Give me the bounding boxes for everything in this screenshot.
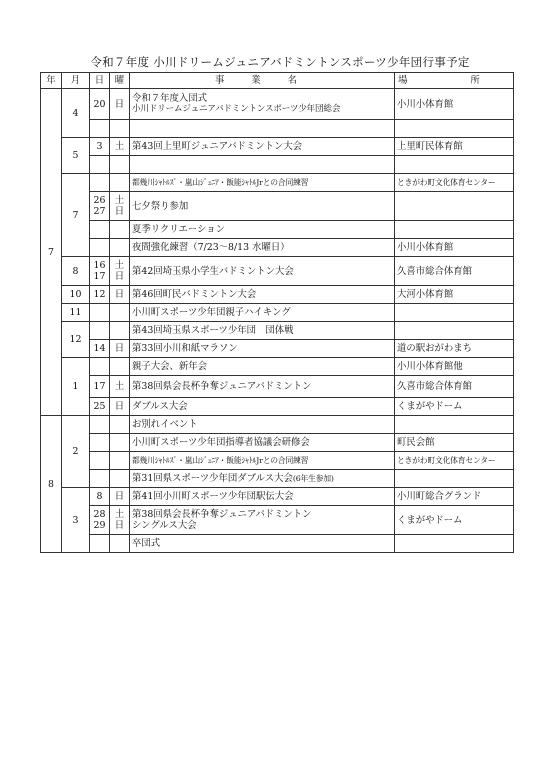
table-row	[41, 322, 514, 340]
event-cell	[130, 506, 395, 535]
day-cell	[90, 192, 110, 221]
event-cell: 第38回県会長杯争奪ジュニアバドミントン	[130, 376, 395, 398]
place-cell: くまがやドーム	[395, 398, 514, 416]
day-cell	[90, 434, 110, 452]
table-row	[41, 156, 514, 174]
header-day: 日	[90, 73, 110, 89]
weekday-cell	[110, 434, 130, 452]
day-value: 17	[93, 271, 106, 282]
month-cell: 5	[62, 138, 90, 174]
event-cell: 夏季リクリエーション	[130, 221, 395, 239]
header-row	[41, 73, 514, 89]
event-note: (6年生参加)	[292, 474, 334, 483]
place-cell: 町民会館	[395, 434, 514, 452]
place-cell: 小川小体育館	[395, 89, 514, 120]
event-cell: 小川町スポーツ少年団親子ハイキング	[130, 304, 395, 322]
day-cell	[90, 535, 110, 553]
table-row	[41, 138, 514, 156]
day-value: 27	[93, 206, 106, 217]
day-cell	[90, 506, 110, 535]
weekday-cell	[110, 535, 130, 553]
weekday-cell	[110, 174, 130, 192]
month-cell: 12	[62, 322, 90, 358]
header-weekday: 曜	[110, 73, 130, 89]
event-cell: 第43回上里町ジュニアバドミントン大会	[130, 138, 395, 156]
event-line: 第38回県会長杯争奪ジュニアバドミントン	[132, 509, 312, 520]
event-line: 令和７年度入団式	[132, 93, 208, 104]
weekday-cell: 日	[110, 488, 130, 506]
header-year: 年	[41, 73, 62, 89]
place-cell	[395, 156, 514, 174]
place-cell: 久喜市総合体育館	[395, 376, 514, 398]
place-cell: 大河小体育館	[395, 286, 514, 304]
event-cell: 夜間強化練習（7/23～8/13 水曜日）	[130, 239, 395, 257]
month-cell: 1	[62, 358, 90, 416]
weekday-cell	[110, 416, 130, 434]
place-cell: 小川小体育館	[395, 239, 514, 257]
weekday-cell	[110, 156, 130, 174]
day-cell	[90, 452, 110, 470]
place-cell	[395, 221, 514, 239]
day-cell	[90, 470, 110, 488]
table-row	[41, 470, 514, 488]
event-cell: 第46回町民バドミントン大会	[130, 286, 395, 304]
day-cell	[90, 257, 110, 286]
header-event: 事 業 名	[130, 73, 395, 89]
table-row	[41, 506, 514, 535]
day-cell	[90, 174, 110, 192]
place-cell: くまがやドーム	[395, 506, 514, 535]
table-row	[41, 340, 514, 358]
table-row	[41, 398, 514, 416]
day-cell	[90, 358, 110, 376]
weekday-cell	[110, 452, 130, 470]
weekday-cell	[110, 120, 130, 138]
table-row	[41, 376, 514, 398]
place-cell: 小川町総合グランド	[395, 488, 514, 506]
weekday-cell	[110, 239, 130, 257]
event-cell: 第41回小川町スポーツ少年団駅伝大会	[130, 488, 395, 506]
place-cell	[395, 120, 514, 138]
event-cell: 親子大会、新年会	[130, 358, 395, 376]
table-row	[41, 286, 514, 304]
place-cell	[395, 535, 514, 553]
day-cell: 25	[90, 398, 110, 416]
weekday-cell	[110, 192, 130, 221]
event-cell	[130, 89, 395, 120]
weekday-value: 土	[114, 260, 125, 271]
day-cell: 14	[90, 340, 110, 358]
place-cell: ときがわ町文化体育センター	[395, 174, 514, 192]
day-cell: 20	[90, 89, 110, 120]
table-row	[41, 221, 514, 239]
day-value: 16	[93, 260, 106, 271]
month-cell: 8	[62, 257, 90, 286]
weekday-cell	[110, 257, 130, 286]
header-month: 月	[62, 73, 90, 89]
table-row	[41, 120, 514, 138]
table-row	[41, 174, 514, 192]
weekday-value: 日	[114, 206, 125, 217]
year-cell: 7	[41, 89, 62, 416]
event-cell: 都幾川ｼｬﾄﾙｽﾞ・嵐山ｼﾞｭﾆｱ・飯能ｼｬﾄﾙJrとの合同練習	[130, 452, 395, 470]
weekday-cell: 日	[110, 89, 130, 120]
place-cell: 小川小体育館他	[395, 358, 514, 376]
place-cell: 上里町民体育館	[395, 138, 514, 156]
day-cell	[90, 120, 110, 138]
weekday-cell	[110, 221, 130, 239]
day-cell	[90, 221, 110, 239]
day-cell: 8	[90, 488, 110, 506]
weekday-cell	[110, 470, 130, 488]
event-cell	[130, 120, 395, 138]
place-cell: ときがわ町文化体育センター	[395, 452, 514, 470]
month-cell: 2	[62, 416, 90, 488]
event-cell: 都幾川ｼｬﾄﾙｽﾞ・嵐山ｼﾞｭﾆｱ・飯能ｼｬﾄﾙJrとの合同練習	[130, 174, 395, 192]
event-cell: 七夕祭り参加	[130, 192, 395, 221]
month-cell: 10	[62, 286, 90, 304]
place-cell	[395, 416, 514, 434]
weekday-value: 土	[114, 509, 125, 520]
day-value: 29	[93, 520, 106, 531]
table-row	[41, 434, 514, 452]
day-cell: 17	[90, 376, 110, 398]
weekday-cell: 日	[110, 398, 130, 416]
event-cell: 第33回小川和紙マラソン	[130, 340, 395, 358]
day-cell	[90, 239, 110, 257]
weekday-value: 日	[114, 271, 125, 282]
month-cell: 11	[62, 304, 90, 322]
event-line: 小川ドリームジュニアバドミントンスポーツ少年団総会	[132, 104, 341, 114]
place-cell	[395, 304, 514, 322]
day-value: 26	[93, 195, 106, 206]
day-cell	[90, 156, 110, 174]
table-row	[41, 358, 514, 376]
place-cell	[395, 192, 514, 221]
event-cell: ダブルス大会	[130, 398, 395, 416]
page-title: 令和７年度 小川ドリームジュニアバドミントンスポーツ少年団行事予定	[90, 55, 470, 69]
header-place: 場 所	[395, 73, 514, 89]
month-cell: 7	[62, 174, 90, 257]
month-cell: 4	[62, 89, 90, 138]
table-row	[41, 257, 514, 286]
weekday-cell: 土	[110, 376, 130, 398]
table-row	[41, 192, 514, 221]
place-cell: 道の駅おがわまち	[395, 340, 514, 358]
day-cell	[90, 416, 110, 434]
event-text: 第31回県スポーツ少年団ダブルス大会	[132, 473, 293, 484]
table-row	[41, 416, 514, 434]
event-cell: 第42回埼玉県小学生バドミントン大会	[130, 257, 395, 286]
year-cell: 8	[41, 416, 62, 553]
table-row	[41, 488, 514, 506]
table-row	[41, 89, 514, 120]
event-cell	[130, 156, 395, 174]
weekday-value: 土	[114, 195, 125, 206]
event-cell: 第43回埼玉県スポーツ少年団 団体戦	[130, 322, 395, 340]
place-cell	[395, 470, 514, 488]
weekday-cell: 土	[110, 138, 130, 156]
event-cell	[130, 470, 395, 488]
weekday-cell	[110, 358, 130, 376]
day-value: 28	[93, 509, 106, 520]
weekday-cell	[110, 322, 130, 340]
event-cell: 卒団式	[130, 535, 395, 553]
table-row	[41, 304, 514, 322]
event-line: シングルス大会	[132, 520, 197, 531]
day-cell	[90, 322, 110, 340]
day-cell: 12	[90, 286, 110, 304]
day-cell	[90, 304, 110, 322]
month-cell: 3	[62, 488, 90, 553]
table-row	[41, 535, 514, 553]
place-cell: 久喜市総合体育館	[395, 257, 514, 286]
event-cell: 小川町スポーツ少年団指導者協議会研修会	[130, 434, 395, 452]
table-row	[41, 452, 514, 470]
event-cell: お別れイベント	[130, 416, 395, 434]
place-cell	[395, 322, 514, 340]
weekday-cell: 日	[110, 340, 130, 358]
weekday-value: 日	[114, 520, 125, 531]
day-cell: 3	[90, 138, 110, 156]
weekday-cell: 日	[110, 286, 130, 304]
weekday-cell	[110, 506, 130, 535]
table-row	[41, 239, 514, 257]
weekday-cell	[110, 304, 130, 322]
schedule-table	[40, 72, 514, 553]
